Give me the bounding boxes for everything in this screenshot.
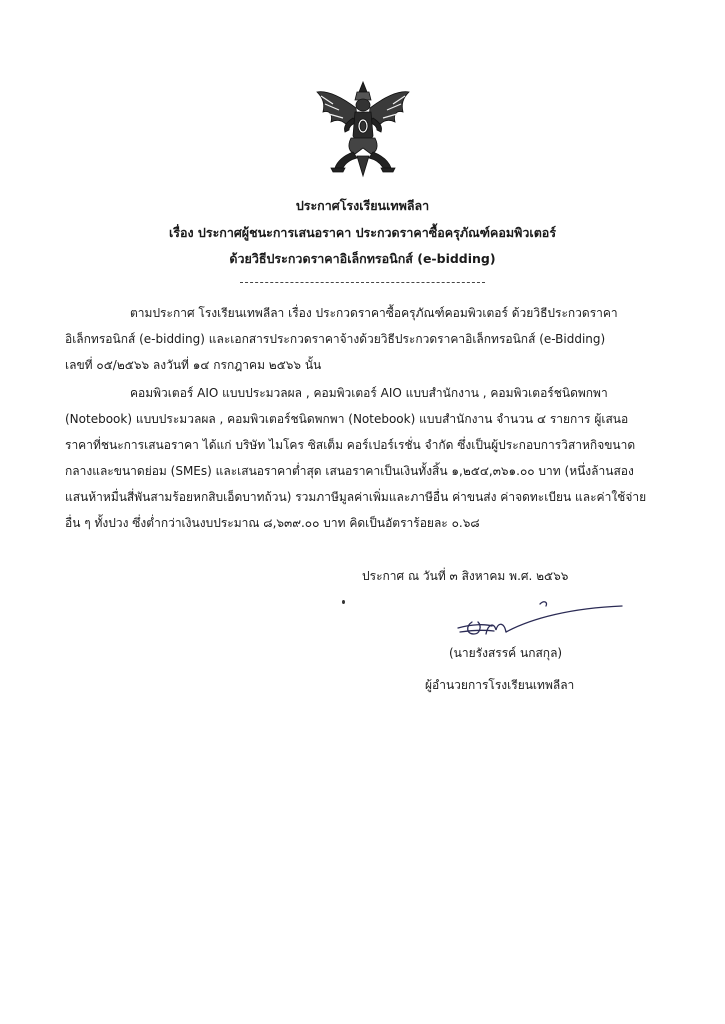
garuda-emblem-icon <box>313 78 413 183</box>
paragraph-2-line-1: คอมพิวเตอร์ AIO แบบประมวลผล , คอมพิวเตอร์ AIO แบบสำนักงาน , คอมพิวเตอร์ชนิดพกพา <box>130 386 608 400</box>
handwritten-signature <box>452 598 627 640</box>
paragraph-2-line-4: กลางและขนาดย่อม (SMEs) และเสนอราคาต่ำสุด เสนอราคาเป็นเงินทั้งสิ้น ๑,๒๕๔,๓๖๑.๐๐ บาท (หนึ่งล้านสอง <box>65 464 634 478</box>
paragraph-1-line-2: อิเล็กทรอนิกส์ (e-bidding) และเอกสารประกวดราคาจ้างด้วยวิธีประกวดราคาอิเล็กทรอนิกส์ (e-Bidding) <box>65 332 606 346</box>
paragraph-2-line-3: ราคาที่ชนะการเสนอราคา ได้แก่ บริษัท ไมโคร ซิสเต็ม คอร์เปอร์เรชั่น จำกัด ซึ่งเป็นผู้ประกอบการวิสาหกิจขนาด <box>65 438 636 452</box>
paragraph-2-line-2: (Notebook) แบบประมวลผล , คอมพิวเตอร์ชนิดพกพา (Notebook) แบบสำนักงาน จำนวน ๔ รายการ ผู้เสนอ <box>65 412 629 426</box>
paragraph-2-line-5: แสนห้าหมื่นสี่พันสามร้อยหกสิบเอ็ดบาทถ้วน) รวมภาษีมูลค่าเพิ่มและภาษีอื่น ค่าขนส่ง ค่าจดทะเบียน และค่าใช้จ่าย <box>65 490 647 504</box>
paragraph-2-line-6: อื่น ๆ ทั้งปวง ซึ่งต่ำกว่าเงินงบประมาณ ๘,๖๓๙.๐๐ บาท คิดเป็นอัตราร้อยละ ๐.๖๘ <box>65 516 480 530</box>
signer-name: (นายรังสรรค์ นกสกุล) <box>449 646 563 660</box>
signer-position: ผู้อำนวยการโรงเรียนเทพลีลา <box>425 678 575 692</box>
announcement-date: ประกาศ ณ วันที่ ๓ สิงหาคม พ.ศ. ๒๕๖๖ <box>362 569 569 583</box>
announcement-subject: เรื่อง ประกาศผู้ชนะการเสนอราคา ประกวดราคาซื้อครุภัณฑ์คอมพิวเตอร์ <box>168 225 557 240</box>
scan-speck <box>342 600 345 604</box>
announcement-method: ด้วยวิธีประกวดราคาอิเล็กทรอนิกส์ (e-bidding) <box>229 251 496 266</box>
header-separator <box>240 282 485 283</box>
paragraph-1-line-1: ตามประกาศ โรงเรียนเทพลีลา เรื่อง ประกวดราคาซื้อครุภัณฑ์คอมพิวเตอร์ ด้วยวิธีประกวดราคา <box>130 306 618 320</box>
announcement-title: ประกาศโรงเรียนเทพลีลา <box>295 198 430 213</box>
paragraph-1-line-3: เลขที่ ๐๕/๒๕๖๖ ลงวันที่ ๑๔ กรกฎาคม ๒๕๖๖ นั้น <box>65 358 322 372</box>
